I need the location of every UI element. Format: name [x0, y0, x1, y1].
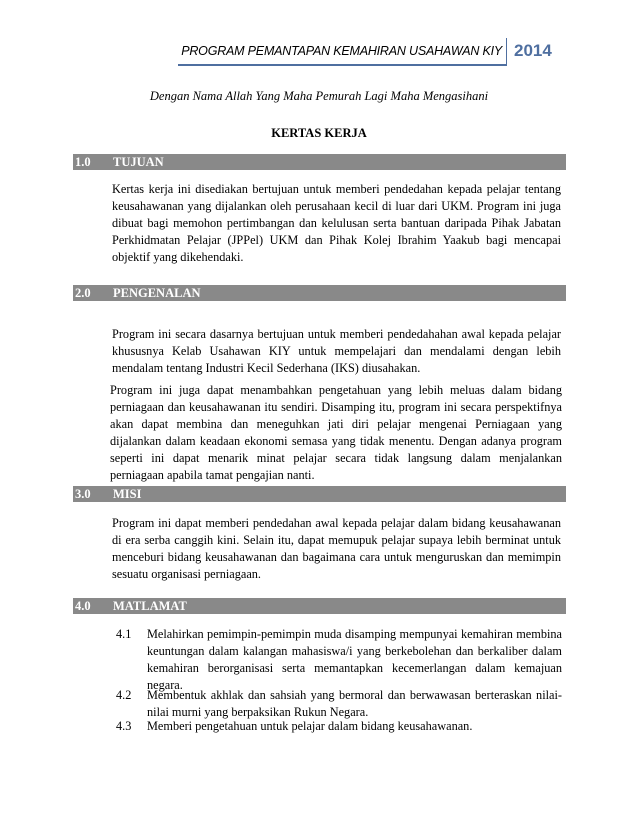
list-item-number: 4.1: [116, 627, 132, 641]
section-number: 3.0: [75, 487, 91, 501]
list-item-number: 4.2: [116, 688, 132, 702]
paragraph-misi: Program ini dapat memberi pendedahan awal kepada pelajar dalam bidang keusahawanan di era serba canggih kini. Selain itu, dapat memupuk pelajar supaya lebih berminat untuk menceburi bidang keusahawanan dan bagaimana cara untuk menguruskan dan memimpin sesuatu organisasi perniagaan.: [112, 516, 561, 581]
section-title: MATLAMAT: [113, 599, 187, 613]
list-item-text: Memberi pengetahuan untuk pelajar dalam bidang keusahawanan.: [147, 719, 473, 733]
section-heading-matlamat: [73, 598, 566, 614]
section-number: 2.0: [75, 286, 91, 300]
header-divider: [506, 38, 507, 66]
header-year: 2014: [514, 41, 552, 60]
list-item-text: Melahirkan pemimpin-pemimpin muda disamping mempunyai kemahiran membina keuntungan dalam kalangan mahasiswa/i yang berkebolehan dan berkaliber dalam kemahiran berorganisasi serta memantapkan kecemerlangan dalam kemajuan negara.: [147, 627, 562, 692]
section-heading-tujuan: [73, 154, 566, 170]
invocation-line: Dengan Nama Allah Yang Maha Pemurah Lagi Maha Mengasihani: [149, 89, 489, 103]
section-heading-pengenalan: [73, 285, 566, 301]
paragraph-pengenalan-2: Program ini juga dapat menambahkan pengetahuan yang lebih meluas dalam bidang perniagaan dan keusahawanan itu sendiri. Disamping itu, program ini secara perspektifnya akan dapat membina dan meneguhkan jati diri pelajar mengenai Perniagaan yang dijalankan dalam keadaan ekonomi semasa yang tidak menentu. Dengan adanya program seperti ini dapat menarik minat pelajar secara tidak langsung dalam menjalankan perniagaan apabila tamat pengajian nanti.: [110, 383, 562, 482]
section-number: 4.0: [75, 599, 91, 613]
section-heading-misi: [73, 486, 566, 502]
section-number: 1.0: [75, 155, 91, 169]
paragraph-pengenalan-1: Program ini secara dasarnya bertujuan untuk memberi pendedahahan awal kepada pelajar khususnya Kelab Usahawan KIY untuk mempelajari dan mendalami dengan lebih mendalam tentang Industri Kecil Sederhana (IKS) diusahakan.: [112, 327, 561, 375]
header-title: PROGRAM PEMANTAPAN KEMAHIRAN USAHAWAN KIY: [181, 44, 502, 58]
header-rule: [178, 64, 507, 66]
list-item-text: Membentuk akhlak dan sahsiah yang bermoral dan berwawasan berteraskan nilai-nilai murni yang berpaksikan Rukun Negara.: [147, 688, 562, 719]
list-item-number: 4.3: [116, 719, 132, 733]
section-title: TUJUAN: [113, 155, 164, 169]
document-title: KERTAS KERJA: [271, 126, 367, 140]
paragraph-tujuan: Kertas kerja ini disediakan bertujuan untuk memberi pendedahan kepada pelajar tentang keusahawanan yang dijalankan oleh perusahaan kecil di luar dari UKM. Program ini juga dibuat bagi memohon pertimbangan dan kelulusan serta bantuan daripada Pihak Jabatan Perkhidmatan Pelajar (JPPel) UKM dan Pihak Kolej Ibrahim Yaakub bagi mencapai objektif yang dikehendaki.: [112, 182, 561, 264]
section-title: MISI: [113, 487, 142, 501]
section-title: PENGENALAN: [113, 286, 201, 300]
